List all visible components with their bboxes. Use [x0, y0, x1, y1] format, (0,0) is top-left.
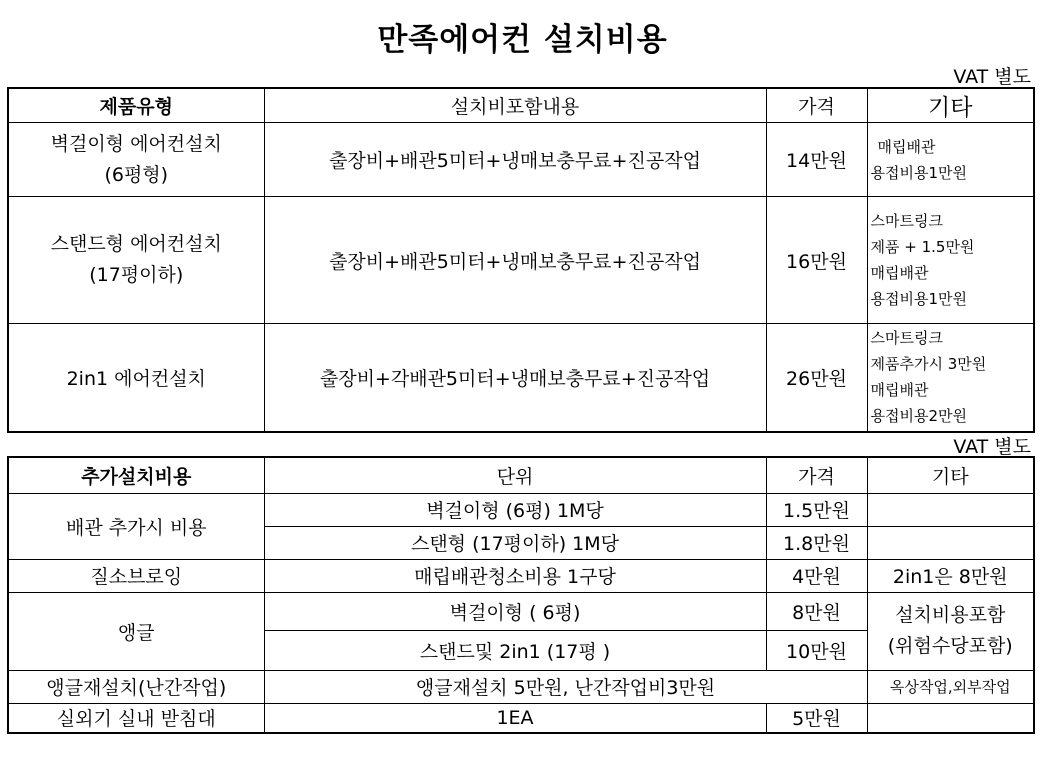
table-row: [8, 670, 1034, 703]
header-included-content: 설치비포함내용: [264, 88, 766, 123]
product-type-line: 벽걸이형 에어컨설치: [50, 132, 222, 155]
additional-cost-table: [7, 456, 1035, 734]
price-cell: 1.5만원: [766, 493, 867, 526]
note-line: 매립배관: [870, 264, 929, 282]
note-line: 제품 + 1.5만원: [870, 238, 975, 256]
price-cell: 8만원: [766, 592, 867, 630]
table-row: [8, 493, 1034, 526]
header-price: 가격: [766, 457, 867, 493]
price-cell: 4만원: [766, 559, 867, 592]
note-line: 스마트링크: [870, 329, 943, 348]
note-line: 제품추가시 3만원: [870, 355, 987, 374]
unit-cell: 벽걸이형 (6평) 1M당: [264, 493, 766, 526]
table-row: [8, 703, 1034, 733]
angle-label: 앵글: [8, 592, 264, 670]
notes-cell: [867, 123, 1034, 197]
installation-cost-table: [7, 87, 1035, 433]
included-content-cell: 출장비+배관5미터+냉매보충무료+진공작업: [264, 123, 766, 197]
note-line: 설치비용포함: [895, 604, 1006, 626]
price-cell: 5만원: [766, 703, 867, 733]
price-cell: 10만원: [766, 630, 867, 670]
included-content-cell: 출장비+배관5미터+냉매보충무료+진공작업: [264, 197, 766, 324]
product-type-size: (6평형): [104, 163, 169, 186]
notes-cell: [867, 526, 1034, 559]
table-row: [8, 324, 1034, 432]
included-content-cell: 출장비+각배관5미터+냉매보충무료+진공작업: [264, 324, 766, 432]
header-additional-cost: 추가설치비용: [8, 457, 264, 493]
unit-cell: 스탠형 (17평이하) 1M당: [264, 526, 766, 559]
unit-cell: 앵글재설치 5만원, 난간작업비3만원: [264, 670, 867, 703]
vat-note: VAT 별도: [953, 436, 1031, 458]
note-line: 스마트링크: [870, 212, 943, 230]
notes-cell: 2in1은 8만원: [867, 559, 1034, 592]
header-notes: 기타: [867, 88, 1034, 123]
header-notes: 기타: [867, 457, 1034, 493]
note-line: 용접비용2만원: [870, 407, 967, 426]
price-cell: 14만원: [766, 123, 867, 197]
product-type-cell: 2in1 에어컨설치: [8, 324, 264, 432]
angle-reinstall-label: 앵글재설치(난간작업): [8, 670, 264, 703]
table-row: [8, 592, 1034, 630]
note-line: 용접비용1만원: [870, 163, 967, 182]
table-header-row: [8, 457, 1034, 493]
unit-cell: 매립배관청소비용 1구당: [264, 559, 766, 592]
note-line: 매립배관: [870, 381, 929, 400]
note-line: 용접비용1만원: [870, 290, 967, 308]
notes-cell: [867, 703, 1034, 733]
header-unit: 단위: [264, 457, 766, 493]
table-header-row: [8, 88, 1034, 123]
table-row: [8, 559, 1034, 592]
unit-cell: 스탠드및 2in1 (17평 ): [264, 630, 766, 670]
vat-note: VAT 별도: [953, 66, 1031, 88]
price-cell: 26만원: [766, 324, 867, 432]
notes-cell: [867, 493, 1034, 526]
price-cell: 16만원: [766, 197, 867, 324]
unit-cell: 벽걸이형 ( 6평): [264, 592, 766, 630]
product-type-size: (17평이하): [89, 264, 184, 286]
outdoor-unit-stand-label: 실외기 실내 받침대: [8, 703, 264, 733]
table-row: [8, 197, 1034, 324]
notes-cell: 옥상작업,외부작업: [867, 670, 1034, 703]
nitrogen-blowing-label: 질소브로잉: [8, 559, 264, 592]
unit-cell: 1EA: [264, 703, 766, 733]
notes-cell: [867, 592, 1034, 670]
header-product-type: 제품유형: [8, 88, 264, 123]
page-title: 만족에어컨 설치비용: [377, 22, 668, 58]
note-line: 매립배관: [877, 137, 936, 156]
price-cell: 1.8만원: [766, 526, 867, 559]
pipe-extension-label: 배관 추가시 비용: [8, 493, 264, 559]
header-price: 가격: [766, 88, 867, 123]
product-type-cell: [8, 197, 264, 324]
table-row: [8, 123, 1034, 197]
notes-cell: [867, 324, 1034, 432]
product-type-cell: [8, 123, 264, 197]
product-type-line: 스탠드형 에어컨설치: [50, 233, 222, 255]
notes-cell: [867, 197, 1034, 324]
note-line: (위험수당포함): [887, 635, 1013, 657]
